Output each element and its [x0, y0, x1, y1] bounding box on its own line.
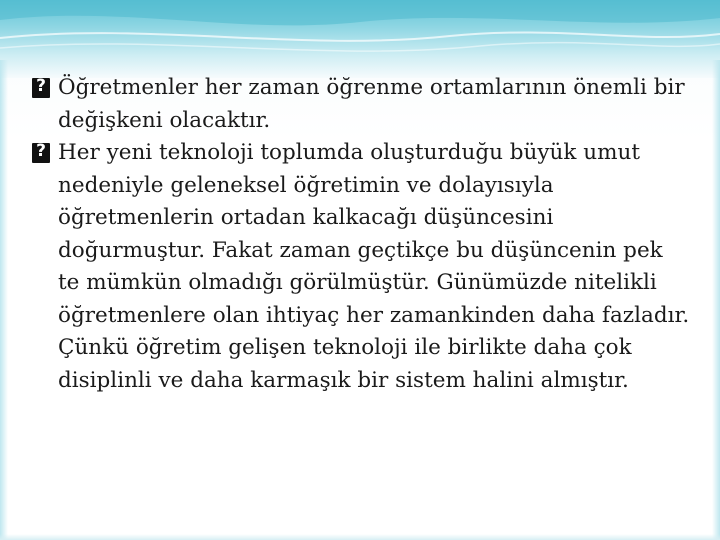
missing-glyph-icon	[32, 78, 50, 98]
bottom-edge-shade	[0, 534, 720, 540]
bullet-item-2	[30, 137, 690, 397]
right-edge-shade	[712, 60, 720, 540]
wave-decoration	[0, 0, 720, 78]
missing-glyph-icon	[32, 143, 50, 163]
bullet-text-2: Her yeni teknoloji toplumda oluşturduğu büyük umut nedeniyle geleneksel öğretimin ve dolayısıyla öğretmenlerin ortadan kalkacağı düşüncesini doğurmuştur. Fakat zaman geçtikçe bu düşüncenin pek te mümkün olmadığı görülmüştür. Günümüzde nitelikli öğretmenlere olan ihtiyaç her zamankinden daha fazladır. Çünkü öğretim gelişen teknoloji ile birlikte daha çok disiplinli ve daha karmaşık bir sistem halini almıştır.	[58, 140, 690, 393]
left-edge-shade	[0, 60, 8, 540]
slide-body	[30, 72, 690, 397]
bullet-text-1: Öğretmenler her zaman öğrenme ortamlarının önemli bir değişkeni olacaktır.	[58, 75, 685, 133]
header-decoration-band	[0, 0, 720, 78]
bullet-item-1	[30, 72, 690, 137]
